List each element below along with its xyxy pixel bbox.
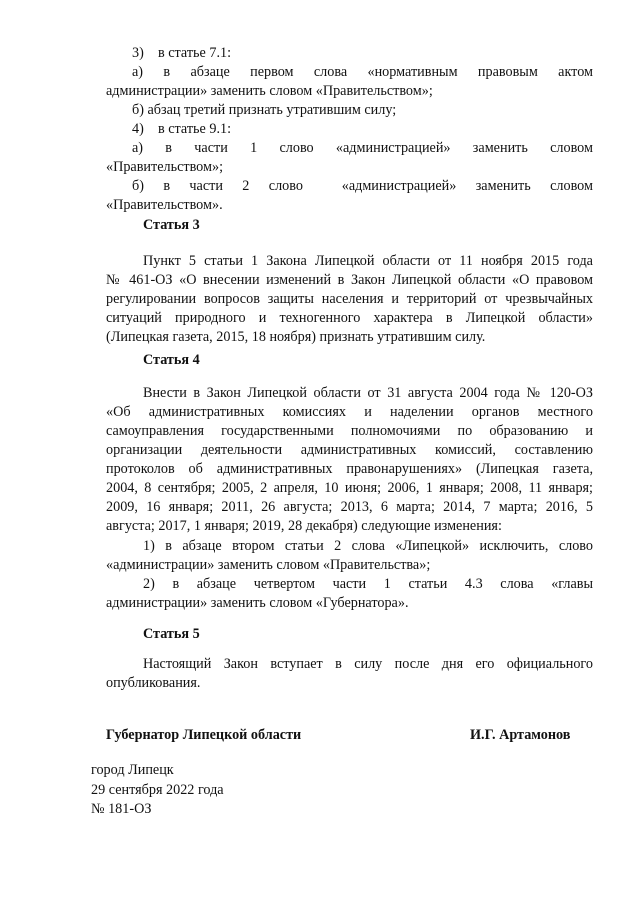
article4-line: августа; 2017, 1 января; 2019, 28 декабря) следующие изменения:	[106, 518, 502, 534]
article3-line: регулировании вопросов защиты населения и территорий от чрезвычайных	[106, 291, 593, 307]
article4-item2-line2: администрации» заменить словом «Губернатора».	[106, 595, 409, 611]
article3-line: Пункт 5 статьи 1 Закона Липецкой области от 11 ноября 2015 года	[143, 253, 593, 269]
item-3: 3) в статье 7.1:	[132, 45, 232, 61]
article3-line: № 461-ОЗ «О внесении изменений в Закон Липецкой области «О правовом	[106, 272, 593, 288]
item-3b: б) абзац третий признать утратившим силу;	[132, 102, 397, 118]
article3-heading: Статья 3	[143, 217, 200, 233]
footer-date: 29 сентября 2022 года	[91, 781, 224, 798]
article3-line: ситуаций природного и техногенного характера в Липецкой области»	[106, 310, 593, 326]
item-4: 4) в статье 9.1:	[132, 121, 232, 137]
item-3a-line2: администрации» заменить словом «Правительством»;	[106, 83, 433, 99]
article2-continuation	[106, 44, 593, 215]
article4-line: самоуправления государственными полномочиями по образованию и	[106, 423, 593, 439]
item-4b-line1: б) в части 2 слово «администрацией» заменить словом	[132, 178, 593, 194]
article4-heading: Статья 4	[143, 352, 200, 368]
article4-item1-line2: «администрации» заменить словом «Правительства»;	[106, 557, 431, 573]
article4-item2-line1: 2) в абзаце четвертом части 1 статьи 4.3 слова «главы	[143, 576, 593, 592]
footer-number: № 181-ОЗ	[91, 801, 152, 817]
article4-paragraph	[106, 384, 593, 536]
article4-line: «Об административных комиссиях и наделении органов местного	[106, 404, 593, 420]
article4-line: Внести в Закон Липецкой области от 31 августа 2004 года № 120-ОЗ	[143, 385, 593, 401]
article4-line: организации деятельности административных комиссий, составлению	[106, 442, 593, 458]
item-4a-line2: «Правительством»;	[106, 159, 224, 175]
footer-city: город Липецк	[91, 762, 174, 778]
article3-line: (Липецкая газета, 2015, 18 ноября) признать утратившим силу.	[106, 329, 486, 345]
item-3a-line1: а) в абзаце первом слова «нормативным правовым актом	[132, 64, 593, 80]
article4-line: протоколов об административных правонарушениях» (Липецкая газета,	[106, 461, 593, 477]
article5-paragraph	[106, 655, 593, 693]
signatory-position: Губернатор Липецкой области	[106, 727, 302, 743]
article3-paragraph	[106, 252, 593, 347]
article4-line: 2009, 16 января; 2011, 26 августа; 2013, 6 марта; 2014, 7 марта; 2016, 5	[106, 499, 593, 515]
article5-line2: опубликования.	[106, 675, 201, 691]
article5-line1: Настоящий Закон вступает в силу после дня его официального	[143, 656, 593, 672]
signatory-name: И.Г. Артамонов	[470, 727, 571, 743]
article4-items	[106, 537, 593, 613]
item-4b-line2: «Правительством».	[106, 197, 223, 213]
article5-heading: Статья 5	[143, 626, 200, 642]
law-footer	[91, 761, 224, 820]
item-4a-line1: а) в части 1 слово «администрацией» заменить словом	[132, 140, 593, 156]
article4-item1-line1: 1) в абзаце втором статьи 2 слова «Липецкой» исключить, слово	[143, 538, 593, 554]
article4-line: 2004, 8 сентября; 2005, 2 апреля, 10 июня; 2006, 1 января; 2008, 11 января;	[106, 480, 593, 496]
